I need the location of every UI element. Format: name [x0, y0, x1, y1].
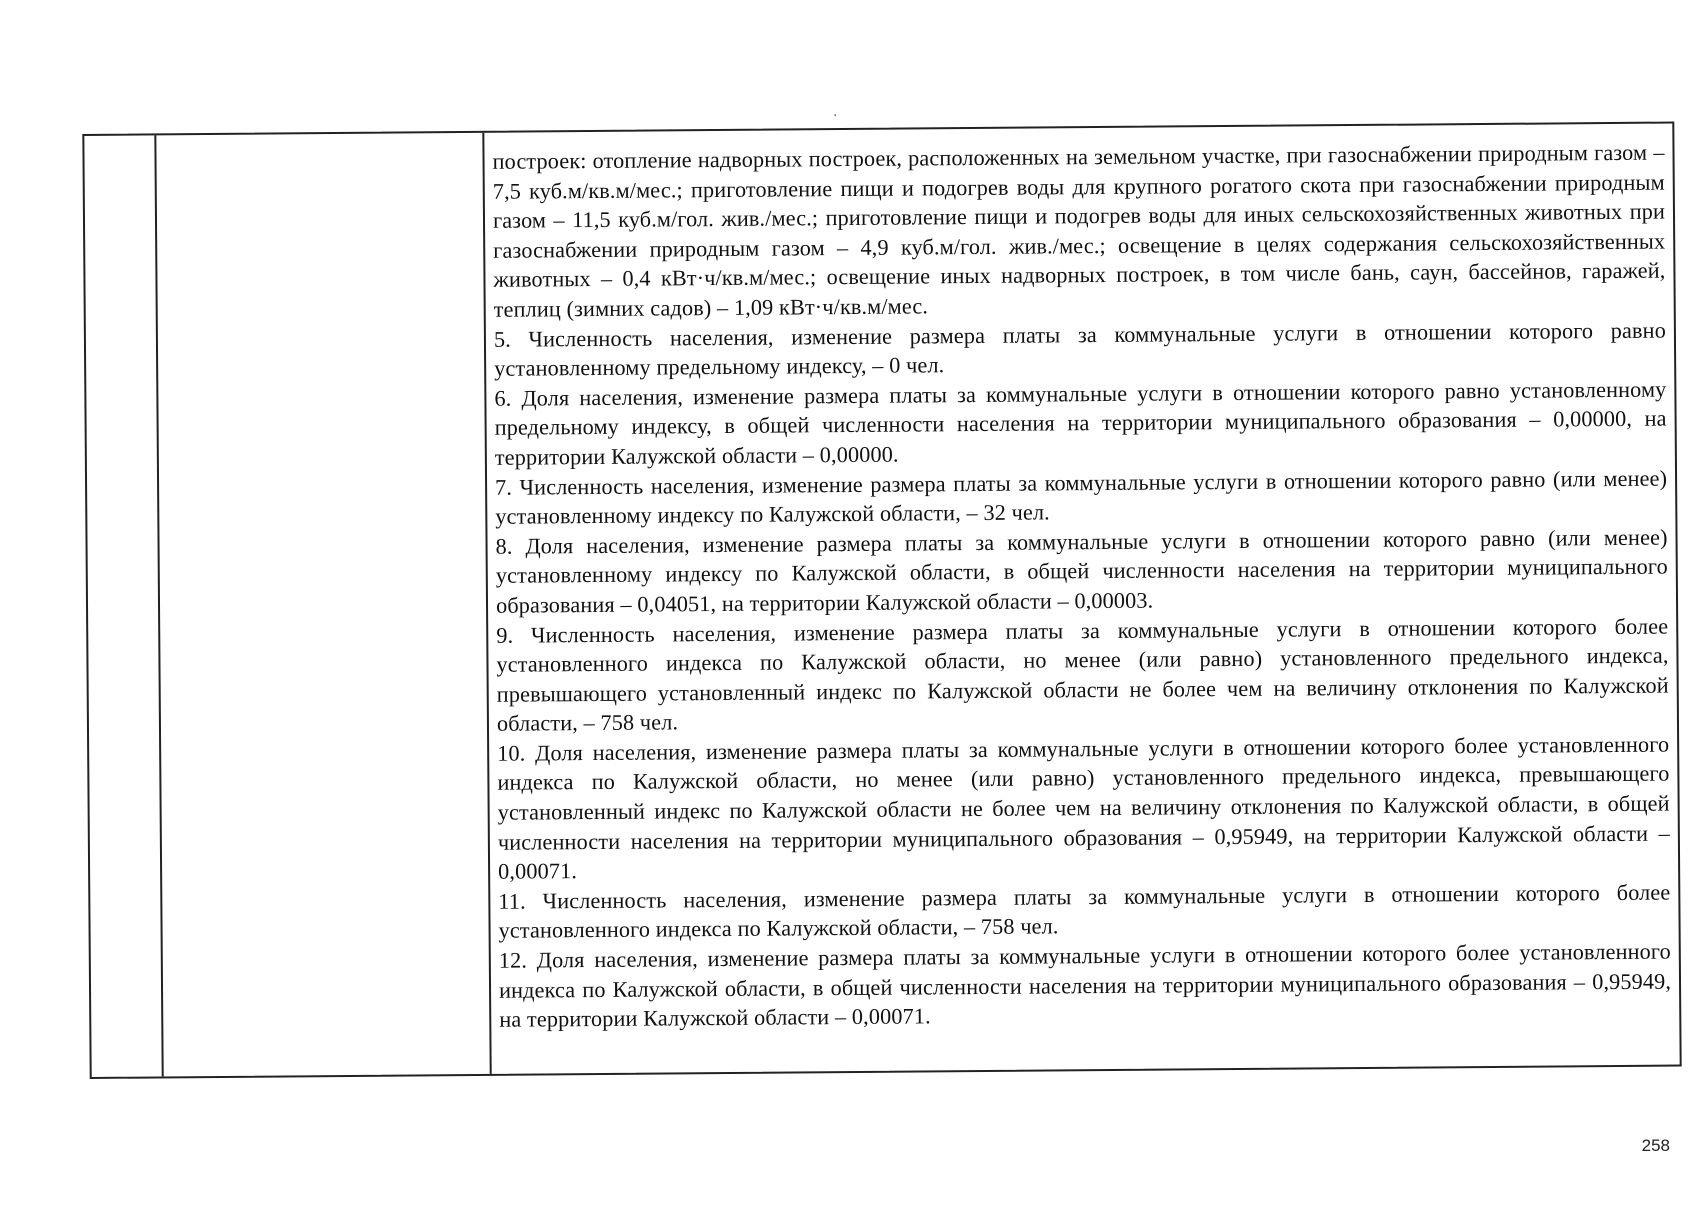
table-column-indicator [156, 133, 491, 1077]
paragraph-item-12: 12. Доля населения, изменение размера платы за коммунальные услуги в отношении которого более установленного индекса по Калужской области, в общей численности населения на территории муниципального образования – 0,95949, на территории Калужской области – 0,00071. [498, 938, 1672, 1032]
paragraph-item-5: 5. Численность населения, изменение размера платы за коммунальные услуги в отношении которого равно установленному предельному индексу, – 0 чел. [493, 317, 1666, 381]
paragraph-item-6: 6. Доля населения, изменение размера платы за коммунальные услуги в отношении которого равно установленному предельному индексу, в общей численности населения на территории муниципального образования – 0,00000, на территории Калужской области – 0,00000. [494, 376, 1667, 470]
data-table [82, 122, 1681, 1079]
table-column-content [484, 124, 1679, 1074]
table-column-number [84, 135, 163, 1077]
paragraph-outbuildings: построек: отопление надворных построек, расположенных на земельном участке, при газоснабжении природным газом – 7,5 куб.м/кв.м/мес.; приготовление пищи и подогрев воды для крупного рогатого скота при газоснабжении природным газом – 11,5 куб.м/гол. жив./мес.; приготовление пищи и подогрев воды для иных сельскохозяйственных животных при газоснабжении природным газом – 4,9 куб.м/гол. жив./мес.; освещение в целях содержания сельскохозяйственных животных – 0,4 кВт·ч/кв.м/мес.; освещение иных надворных построек, в том числе бань, саун, бассейнов, гаражей, теплиц (зимних садов) – 1,09 кВт·ч/кв.м/мес. [492, 139, 1666, 322]
paragraph-item-7: 7. Численность населения, изменение размера платы за коммунальные услуги в отношении которого равно (или менее) установленному индексу по Калужской области, – 32 чел. [495, 465, 1668, 529]
scan-speck [834, 114, 836, 116]
paragraph-item-11: 11. Численность населения, изменение размера платы за коммунальные услуги в отношении которого более установленного индекса по Калужской области, – 758 чел. [498, 879, 1671, 944]
paragraph-item-10: 10. Доля населения, изменение размера платы за коммунальные услуги в отношении которого более установленного индекса по Калужской области, но менее (или равно) установленного предельного индекса, превышающего установленный индекс по Калужской области не более чем на величину отклонения по Калужской области, в общей численности населения на территории муниципального образования – 0,95949, на территории Калужской области – 0,00071. [497, 731, 1670, 885]
page-number: 258 [1641, 1136, 1670, 1155]
paragraph-item-9: 9. Численность населения, изменение размера платы за коммунальные услуги в отношении которого более установленного индекса по Калужской области, но менее (или равно) установленного предельного индекса, превышающего установленный индекс по Калужской области не более чем на величину отклонения по Калужской области, – 758 чел. [496, 613, 1669, 737]
paragraph-item-8: 8. Доля населения, изменение размера платы за коммунальные услуги в отношении которого равно (или менее) установленному индексу по Калужской области, в общей численности населения на территории муниципального образования – 0,04051, на территории Калужской области – 0,00003. [495, 524, 1668, 618]
